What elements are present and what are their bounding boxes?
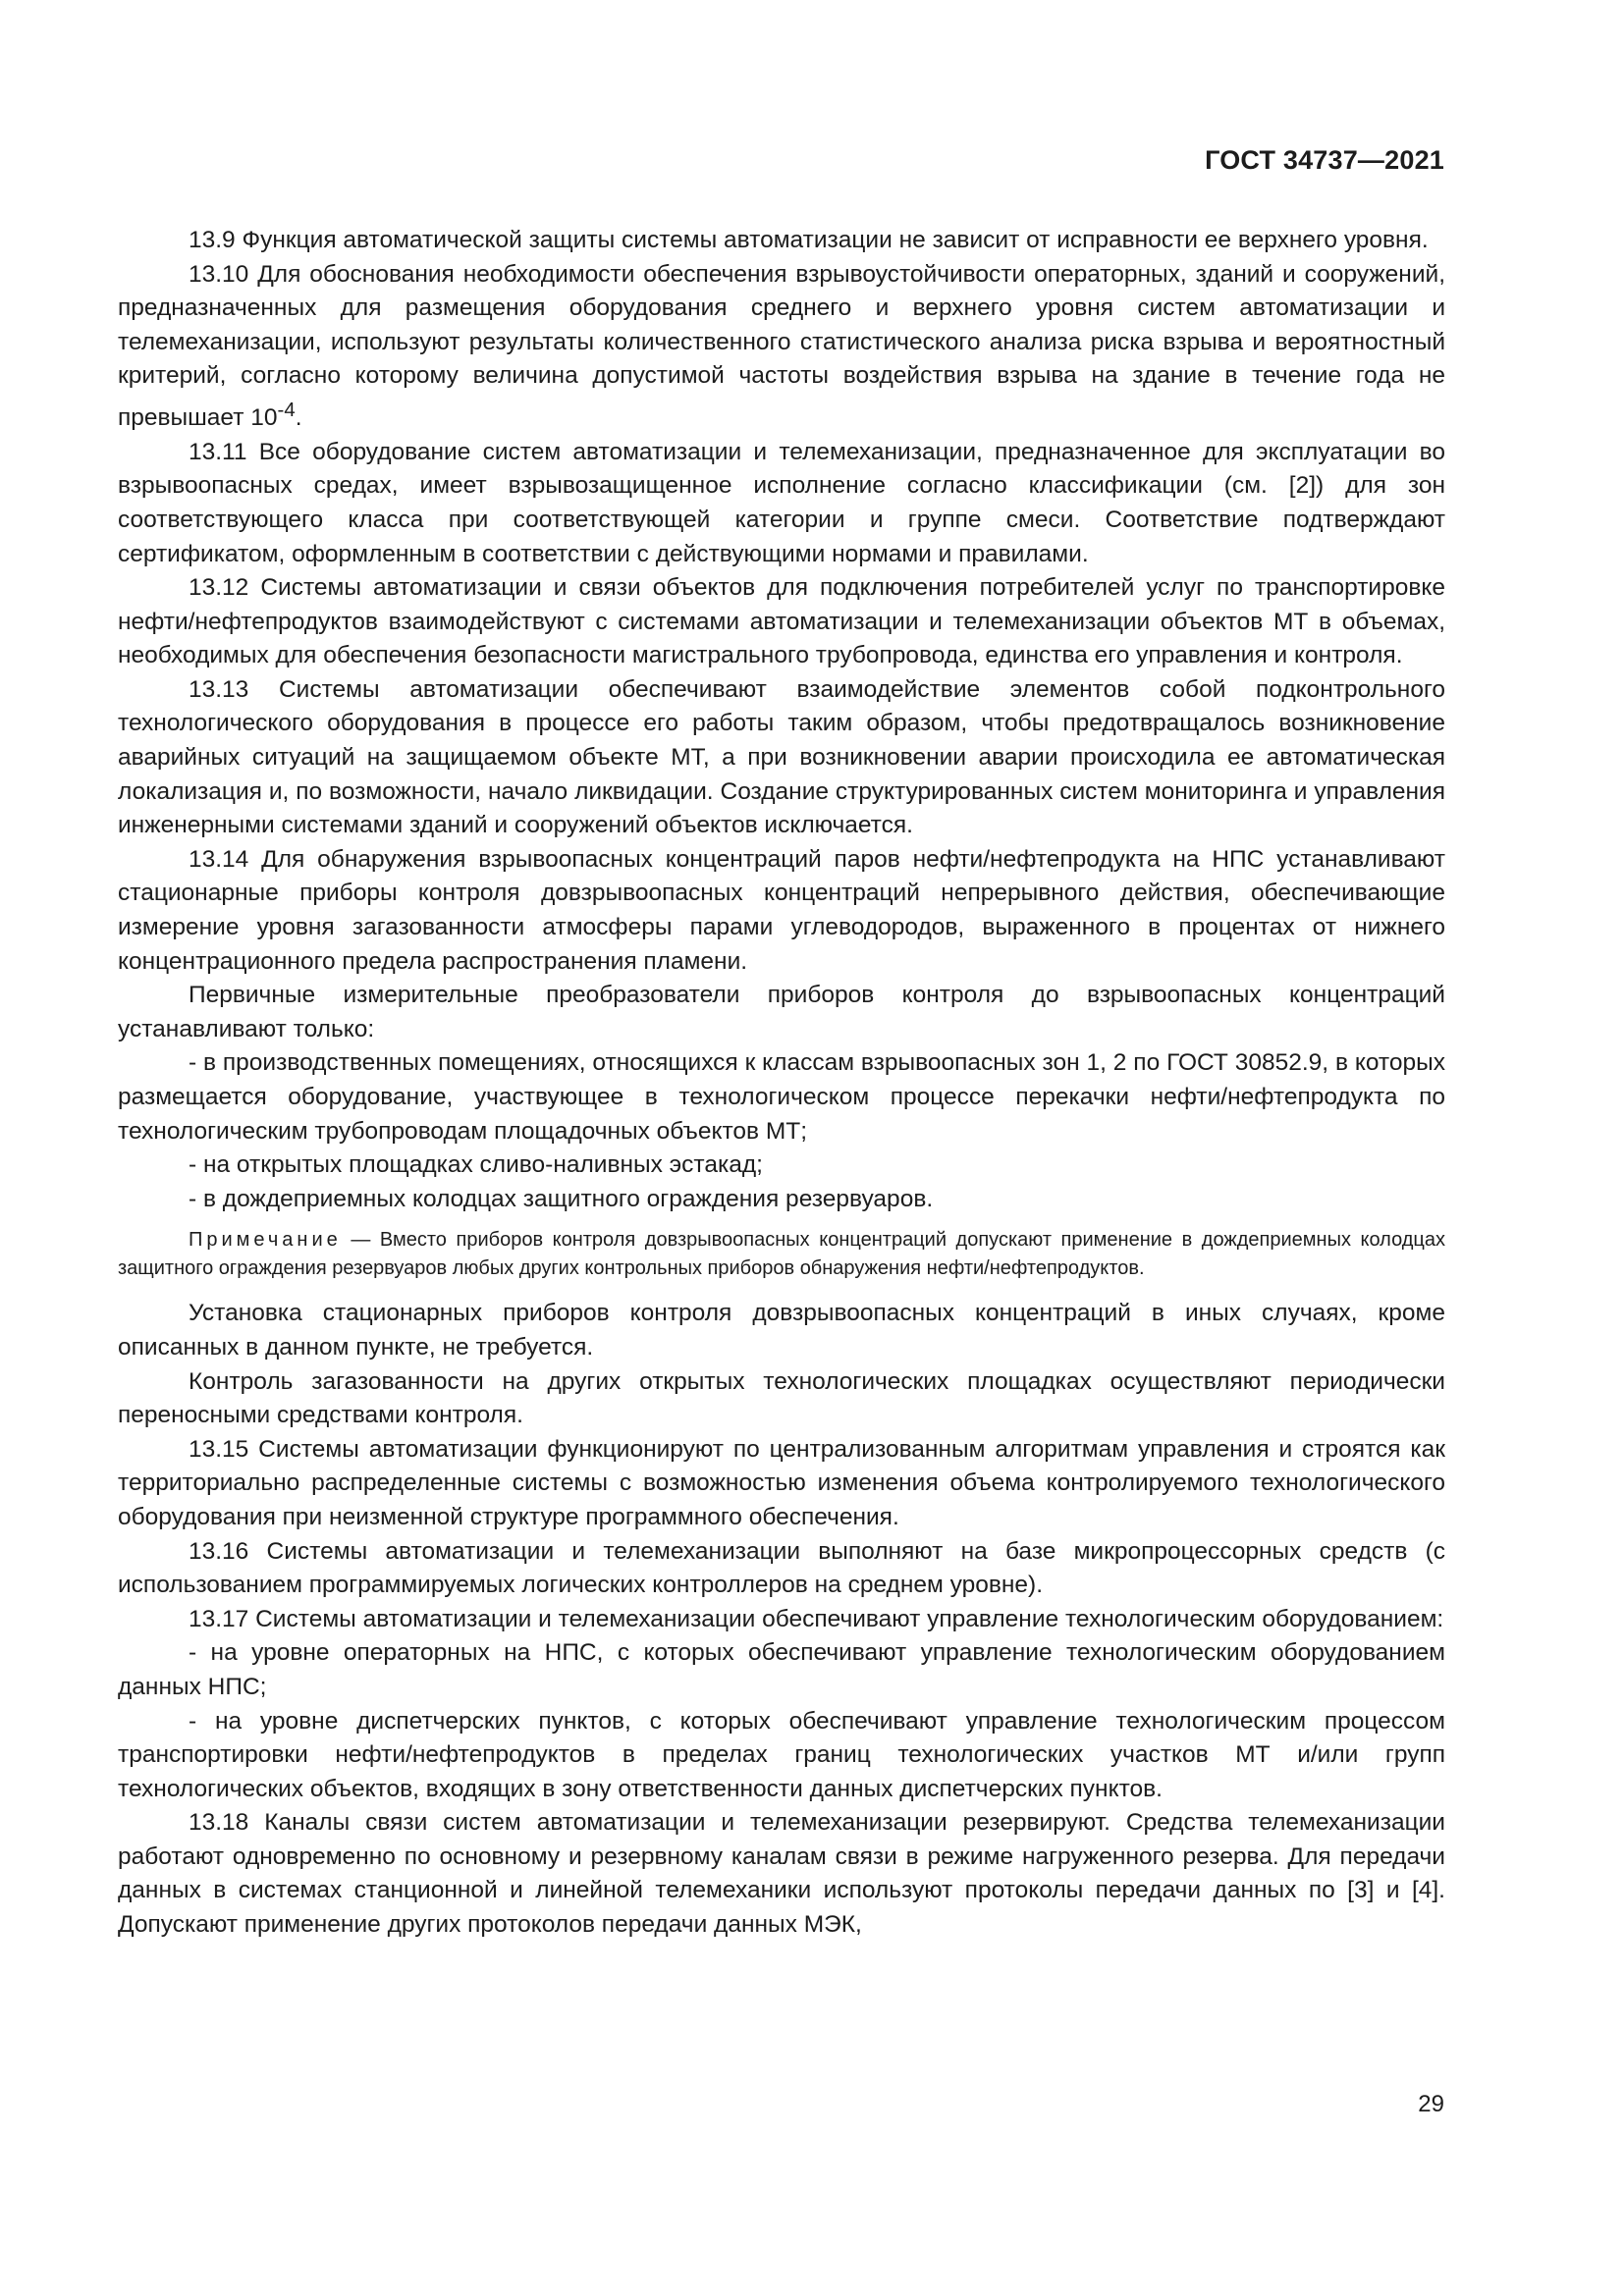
clause-13-15: 13.15 Системы автоматизации функционируют по централизованным алгоритмам управления и строятся как территориально распределенные системы с возможностью изменения объема контролируемого технологического оборудования при неизменной структуре программного обеспечения. [118,1435,1445,1530]
list-item-operator-rooms: - на уровне операторных на НПС, с которых обеспечивают управление технологическим оборудованием данных НПС; [118,1639,1445,1700]
clause-13-14: 13.14 Для обнаружения взрывоопасных концентраций паров нефти/нефтепродукта на НПС устанавливают стационарные приборы контроля довзрывоопасных концентраций непрерывного действия, обеспечивающие измерение уровня загазованности атмосферы парами углеводородов, выраженного в процентах от нижнего концентрационного предела распространения пламени. [118,845,1445,975]
clause-13-16: 13.16 Системы автоматизации и телемеханизации выполняют на базе микропроцессорных средств (с использованием программируемых логических контроллеров на среднем уровне). [118,1537,1445,1599]
note-label: Примечание [189,1229,342,1252]
clause-13-18: 13.18 Каналы связи систем автоматизации и телемеханизации резервируют. Средства телемеханизации работают одновременно по основному и резервному каналам связи в режиме нагруженного резерва. Для передачи данных в системах станционной и линейной телемеханики используют протоколы передачи данных по [3] и [4]. Допускают применение других протоколов передачи данных МЭК, [118,1809,1445,1939]
note [118,1226,1445,1283]
clause-13-12: 13.12 Системы автоматизации и связи объектов для подключения потребителей услуг по транспортировке нефти/нефтепродуктов взаимодействуют с системами автоматизации и телемеханизации объектов МТ в объемах, необходимых для обеспечения безопасности магистрального трубопровода, единства его управления и контроля. [118,574,1445,669]
page-number: 29 [1418,2091,1444,2117]
clause-13-9: 13.9 Функция автоматической защиты системы автоматизации не зависит от исправности ее верхнего уровня. [189,227,1429,253]
note-text: — Вместо приборов контроля довзрывоопасных концентраций допускают применение в дождеприемных колодцах защитного ограждения резервуаров любых других контрольных приборов обнаружения нефти/нефтепродуктов. [118,1229,1445,1280]
list-item-production-rooms: - в производственных помещениях, относящихся к классам взрывоопасных зон 1, 2 по ГОСТ 30852.9, в которых размещается оборудование, участвующее в технологическом процессе перекачки нефти/нефтепродукта по технологическим трубопроводам площадочных объектов МТ; [118,1049,1445,1145]
list-item-open-platforms: - на открытых площадках сливо-наливных эстакад; [189,1151,763,1179]
list-item-rain-wells: - в дождеприемных колодцах защитного ограждения резервуаров. [189,1185,934,1212]
clause-13-11: 13.11 Все оборудование систем автоматизации и телемеханизации, предназначенное для эксплуатации во взрывоопасных средах, имеет взрывозащищенное исполнение согласно классификации (см. [2]) для зон соответствующего класса при соответствующей категории и группе смеси. Соответствие подтверждают сертификатом, оформленным в соответствии с действующими нормами и правилами. [118,438,1445,567]
clause-13-10-exponent: -4 [277,399,296,421]
document-header: ГОСТ 34737—2021 [1205,145,1444,175]
primary-transducers: Первичные измерительные преобразователи приборов контроля до взрывоопасных концентраций устанавливают только: [118,982,1445,1042]
installation-paragraph: Установка стационарных приборов контроля довзрывоопасных концентраций в иных случаях, кроме описанных в данном пункте, не требуется. [118,1300,1445,1361]
document-body [118,224,1445,1943]
clause-13-10 [118,258,1445,436]
clause-13-10-text: 13.10 Для обоснования необходимости обеспечения взрывоустойчивости операторных, зданий и сооружений, предназначенных для размещения оборудования среднего и верхнего уровня систем автоматизации и телемеханизации, используют результаты количественного статистического анализа риска взрыва и вероятностный критерий, согласно которому величина допустимой частоты воздействия взрыва на здание в течение года не превышает 10 [118,260,1445,432]
clause-13-10-end: . [295,404,302,432]
clause-13-17: 13.17 Системы автоматизации и телемеханизации обеспечивают управление технологическим оборудованием: [189,1605,1444,1632]
gas-control-paragraph: Контроль загазованности на других открытых технологических площадках осуществляют периодически переносными средствами контроля. [118,1367,1445,1429]
clause-13-13: 13.13 Системы автоматизации обеспечивают взаимодействие элементов собой подконтрольного технологического оборудования в процессе его работы таким образом, чтобы предотвращалось возникновение аварийных ситуаций на защищаемом объекте МТ, а при возникновении аварии происходила ее автоматическая локализация и, по возможности, начало ликвидации. Создание структурированных систем мониторинга и управления инженерными системами зданий и сооружений объектов исключается. [118,675,1445,839]
list-item-dispatch-points: - на уровне диспетчерских пунктов, с которых обеспечивают управление технологическим процессом транспортировки нефти/нефтепродуктов в пределах границ технологических участков МТ и/или групп технологических объектов, входящих в зону ответственности данных диспетчерских пунктов. [118,1707,1445,1802]
